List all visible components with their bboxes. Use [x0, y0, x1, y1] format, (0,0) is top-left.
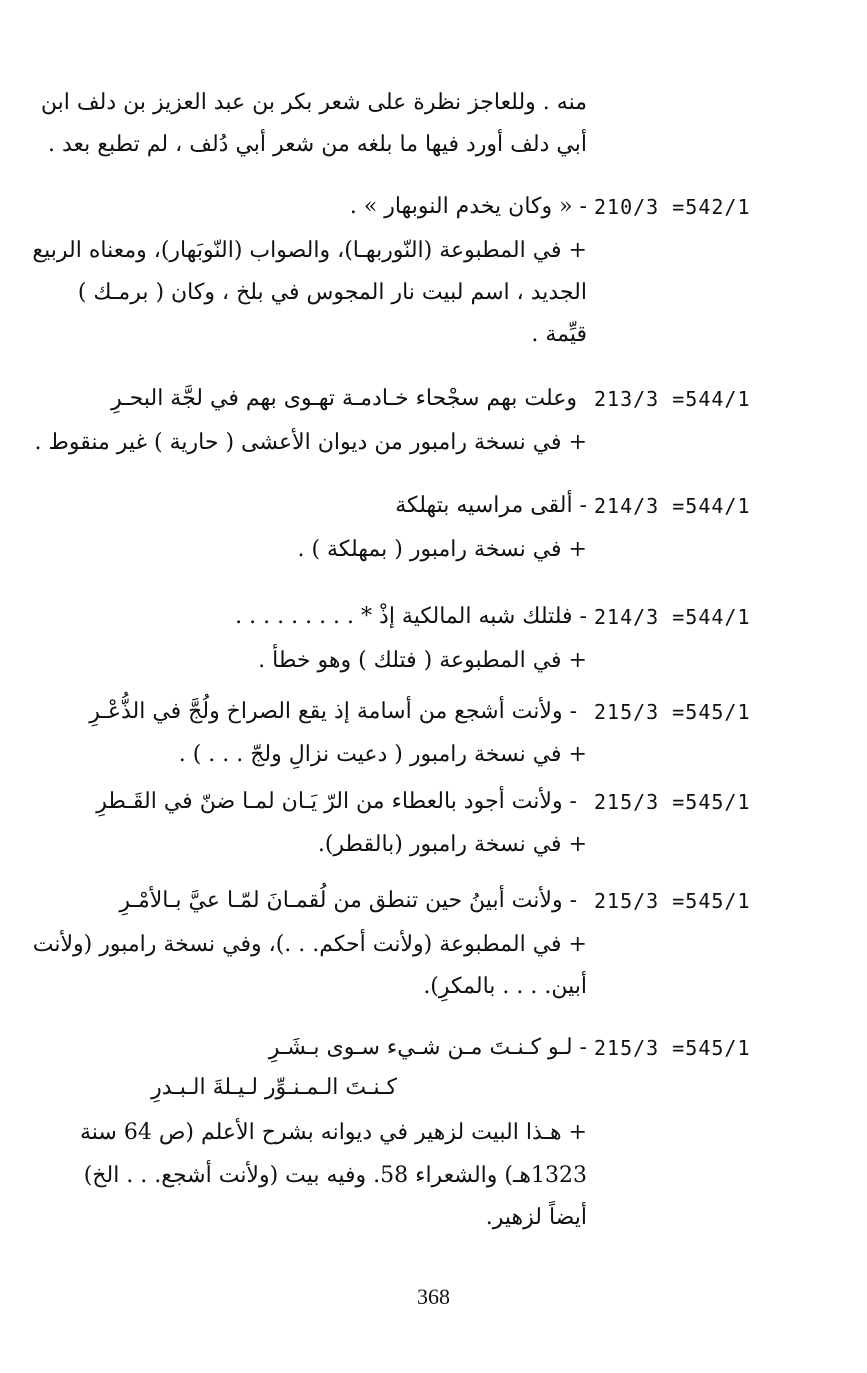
- entry-reference: 214/3 =544/1: [594, 494, 751, 518]
- entry-line: - لـو كـنـتَ مـن شـيء سـوى بـشَـرِ: [268, 1035, 587, 1060]
- entry-reference: 210/3 =542/1: [594, 195, 751, 219]
- intro-line: أبي دلف أورد فيها ما بلغه من شعر أبي دُلف ، لم تطبع بعد .: [47, 132, 587, 157]
- entry-line: - « وكان يخدم النوبهار » .: [349, 194, 587, 219]
- entry-line: أيضاً لزهير.: [485, 1205, 587, 1230]
- entry-reference: 214/3 =544/1: [594, 605, 751, 629]
- entry-reference: 215/3 =545/1: [594, 889, 751, 913]
- entry-line: - ولأنت أبينُ حين تنطق من لُقمـانَ لمّـا عيَّ بـالأمْـرِ: [119, 888, 577, 913]
- entry-reference: 215/3 =545/1: [594, 790, 751, 814]
- entry-line: + في نسخة رامبور ( دعيت نزالِ ولجّ . . . ) .: [178, 742, 587, 767]
- entry-line: قيِّمة .: [531, 322, 587, 347]
- entry-line: + في المطبوعة (النّوربهـا)، والصواب (النّوبَهار)، ومعناه الربيع: [32, 238, 587, 263]
- entry-line: كـنـتَ الـمـنـوِّر لـيـلةَ الـبـدرِ: [151, 1075, 397, 1100]
- intro-line: منه . وللعاجز نظرة على شعر بكر بن عبد العزيز بن دلف ابن: [40, 90, 587, 115]
- entry-reference: 213/3 =544/1: [594, 387, 751, 411]
- page-number: 368: [417, 1284, 450, 1309]
- entry-line: الجديد ، اسم لبيت نار المجوس في بلخ ، وكان ( برمـك ): [77, 280, 587, 305]
- entry-reference: 215/3 =545/1: [594, 700, 751, 724]
- entry-line: + في المطبوعة ( فتلك ) وهو خطأ .: [258, 648, 587, 673]
- entry-line: 1323هـ) والشعراء 58. وفيه بيت (ولأنت أشجع. . . الخ): [83, 1163, 587, 1188]
- entry-line: أبين. . . . بالمكرِ).: [423, 974, 587, 999]
- entry-line: + في نسخة رامبور (بالقطر).: [317, 832, 587, 857]
- entry-reference: 215/3 =545/1: [594, 1036, 751, 1060]
- entry-line: - فلتلك شبه المالكية إذْ * . . . . . . . . .: [235, 604, 587, 629]
- entry-line: + في المطبوعة (ولأنت أحكم. . .)، وفي نسخة رامبور (ولأنت: [32, 932, 587, 957]
- entry-line: وعلت بهم سجْحاء خـادمـة تهـوى بهم في لجَّة البحـرِ: [111, 386, 577, 411]
- entry-line: - ولأنت أجود بالعطاء من الرّ يَـان لمـا ضنّ في القَـطرِ: [96, 789, 577, 814]
- entry-line: - ألقى مراسيه بتهلكة: [395, 493, 587, 518]
- entry-line: - ولأنت أشجع من أسامة إذ يقع الصراخ ولُجَّ في الذُّعْـرِ: [89, 699, 577, 724]
- entry-line: + هـذا البيت لزهير في ديوانه بشرح الأعلم (ص 64 سنة: [79, 1120, 587, 1145]
- entry-line: + في نسخة رامبور من ديوان الأعشى ( حارية ) غير منقوط .: [34, 430, 587, 455]
- entry-line: + في نسخة رامبور ( بمهلكة ) .: [297, 537, 587, 562]
